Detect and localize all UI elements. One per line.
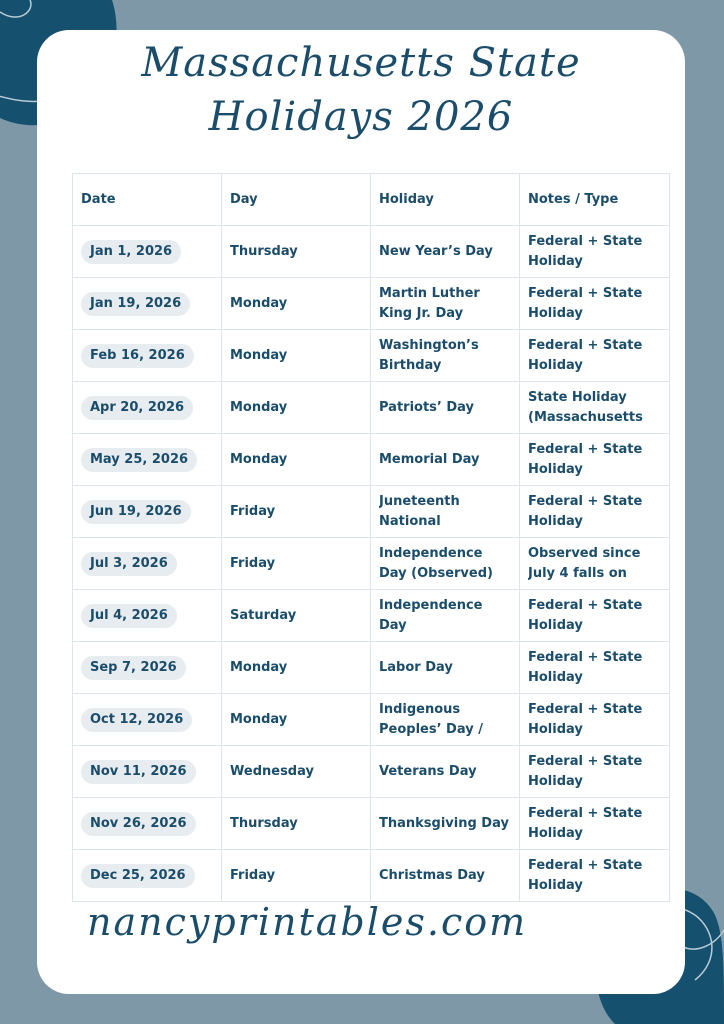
header-date: Date — [73, 174, 222, 226]
table-row — [73, 278, 670, 330]
table-row — [73, 538, 670, 590]
holiday-cell — [371, 590, 520, 642]
date-badge: Nov 11, 2026 — [81, 760, 196, 784]
holiday-cell — [371, 278, 520, 330]
notes-cell — [520, 642, 670, 694]
holiday-cell — [371, 850, 520, 902]
day-cell: Saturday — [222, 590, 371, 642]
holiday-cell — [371, 382, 520, 434]
holiday-type: Federal + State Holiday — [528, 285, 643, 321]
notes-cell — [520, 694, 670, 746]
holiday-type: Federal + State Holiday — [528, 597, 643, 633]
notes-cell — [520, 850, 670, 902]
day-cell: Wednesday — [222, 746, 371, 798]
day-cell: Friday — [222, 850, 371, 902]
day-cell: Friday — [222, 538, 371, 590]
holiday-name: Veterans Day — [379, 763, 477, 779]
holiday-cell — [371, 746, 520, 798]
notes-cell — [520, 746, 670, 798]
notes-cell — [520, 486, 670, 538]
holiday-type: Federal + State Holiday — [528, 233, 643, 269]
notes-cell — [520, 434, 670, 486]
date-cell — [73, 642, 222, 694]
header-notes: Notes / Type — [520, 174, 670, 226]
date-badge: Jun 19, 2026 — [81, 500, 191, 524]
holiday-name: Martin Luther King Jr. Day — [379, 285, 480, 321]
day-cell: Thursday — [222, 226, 371, 278]
title-line-2: Holidays 2026 — [208, 94, 514, 140]
table-row — [73, 746, 670, 798]
date-badge: Nov 26, 2026 — [81, 812, 196, 836]
holiday-type: Federal + State Holiday — [528, 753, 643, 789]
holiday-type: Federal + State Holiday — [528, 649, 643, 685]
holiday-name: Christmas Day — [379, 867, 485, 883]
date-badge: May 25, 2026 — [81, 448, 197, 472]
day-cell: Monday — [222, 434, 371, 486]
calendar-card — [37, 30, 685, 994]
website-footer: nancyprintables.com — [87, 900, 528, 944]
notes-cell — [520, 538, 670, 590]
notes-cell — [520, 278, 670, 330]
holiday-table — [72, 173, 670, 902]
table-row — [73, 590, 670, 642]
date-badge: Sep 7, 2026 — [81, 656, 186, 680]
notes-cell — [520, 798, 670, 850]
day-cell: Monday — [222, 694, 371, 746]
day-cell: Friday — [222, 486, 371, 538]
holiday-name: Memorial Day — [379, 451, 480, 467]
holiday-type: Observed since July 4 falls on — [528, 545, 641, 581]
holiday-cell — [371, 434, 520, 486]
table-row — [73, 226, 670, 278]
holiday-name: New Year’s Day — [379, 243, 493, 259]
header-day: Day — [222, 174, 371, 226]
notes-cell — [520, 330, 670, 382]
holiday-type: Federal + State Holiday — [528, 805, 643, 841]
date-cell — [73, 434, 222, 486]
holiday-name: Independence Day — [379, 597, 483, 633]
date-badge: Feb 16, 2026 — [81, 344, 194, 368]
holiday-cell — [371, 798, 520, 850]
holiday-name: Patriots’ Day — [379, 399, 475, 415]
holiday-cell — [371, 694, 520, 746]
holiday-type: Federal + State Holiday — [528, 493, 643, 529]
date-cell — [73, 382, 222, 434]
date-cell — [73, 226, 222, 278]
date-cell — [73, 798, 222, 850]
holiday-name: Independence Day (Observed) — [379, 545, 493, 581]
date-badge: Dec 25, 2026 — [81, 864, 195, 888]
holiday-name: Juneteenth National — [379, 493, 460, 529]
page-title — [37, 36, 685, 144]
date-cell — [73, 694, 222, 746]
table-row — [73, 642, 670, 694]
holiday-type: Federal + State Holiday — [528, 857, 643, 893]
holiday-cell — [371, 538, 520, 590]
table-header-row — [73, 174, 670, 226]
date-badge: Apr 20, 2026 — [81, 396, 193, 420]
date-cell — [73, 278, 222, 330]
date-badge: Oct 12, 2026 — [81, 708, 192, 732]
holiday-name: Thanksgiving Day — [379, 815, 509, 831]
day-cell: Monday — [222, 330, 371, 382]
date-cell — [73, 850, 222, 902]
date-badge: Jul 4, 2026 — [81, 604, 177, 628]
day-cell: Monday — [222, 642, 371, 694]
date-badge: Jul 3, 2026 — [81, 552, 177, 576]
holiday-cell — [371, 330, 520, 382]
date-badge: Jan 1, 2026 — [81, 240, 181, 264]
table-row — [73, 382, 670, 434]
holiday-cell — [371, 642, 520, 694]
holiday-name: Indigenous Peoples’ Day / — [379, 701, 483, 737]
date-cell — [73, 330, 222, 382]
holiday-cell — [371, 226, 520, 278]
date-cell — [73, 590, 222, 642]
holiday-name: Labor Day — [379, 659, 453, 675]
table-row — [73, 850, 670, 902]
holiday-name: Washington’s Birthday — [379, 337, 479, 373]
header-holiday: Holiday — [371, 174, 520, 226]
notes-cell — [520, 226, 670, 278]
holiday-type: State Holiday (Massachusetts — [528, 389, 643, 425]
holiday-cell — [371, 486, 520, 538]
day-cell: Monday — [222, 382, 371, 434]
holiday-type: Federal + State Holiday — [528, 701, 643, 737]
holiday-type: Federal + State Holiday — [528, 337, 643, 373]
table-row — [73, 694, 670, 746]
date-cell — [73, 746, 222, 798]
date-cell — [73, 538, 222, 590]
table-row — [73, 330, 670, 382]
holiday-type: Federal + State Holiday — [528, 441, 643, 477]
notes-cell — [520, 590, 670, 642]
title-line-1: Massachusetts State — [141, 40, 581, 86]
table-row — [73, 798, 670, 850]
notes-cell — [520, 382, 670, 434]
day-cell: Thursday — [222, 798, 371, 850]
date-badge: Jan 19, 2026 — [81, 292, 190, 316]
table-row — [73, 486, 670, 538]
date-cell — [73, 486, 222, 538]
table-row — [73, 434, 670, 486]
day-cell: Monday — [222, 278, 371, 330]
